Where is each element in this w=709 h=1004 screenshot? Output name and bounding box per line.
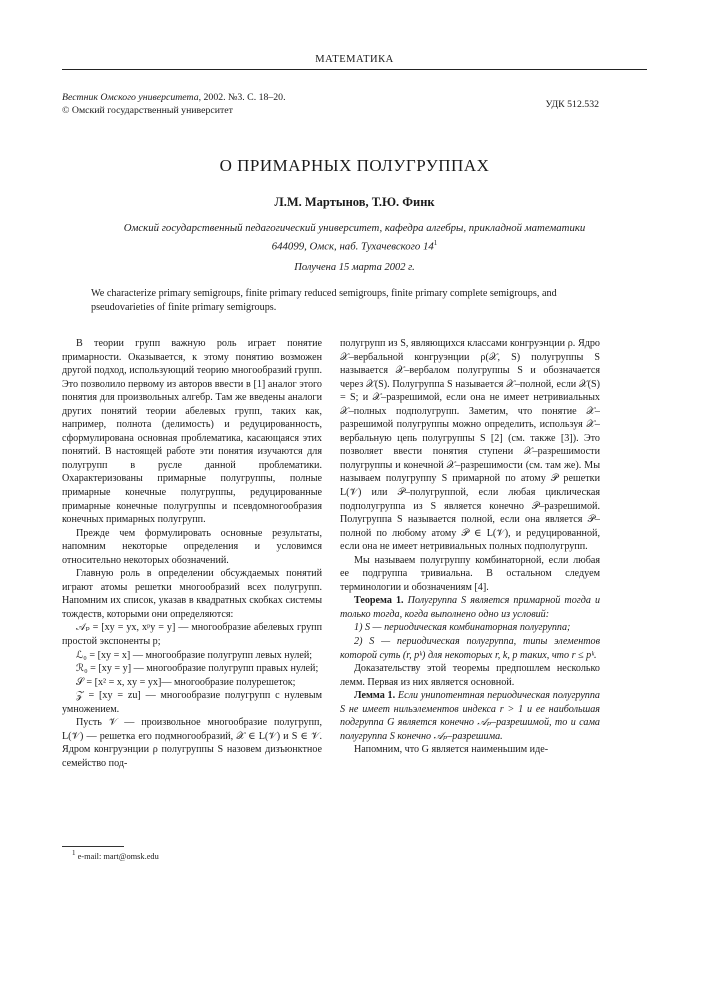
journal-issue: , 2002. №3. С. 18–20. bbox=[198, 92, 286, 103]
affiliation-line-2: 644099, Омск, наб. Тухачевского 14 bbox=[271, 240, 434, 253]
right-column bbox=[340, 337, 600, 757]
theorem-label: Теорема 1. bbox=[354, 595, 404, 607]
theorem-text: Полугруппа S является примарной тогда и только тогда, когда выполнено одно из условий: bbox=[340, 595, 601, 620]
paper-title: О ПРИМАРНЫХ ПОЛУГРУППАХ bbox=[219, 156, 490, 175]
footnote-marker: 1 bbox=[433, 239, 438, 247]
lemma-1 bbox=[340, 689, 600, 743]
paragraph: Главную роль в определении обсуждаемых понятий играют атомы решетки многообразий всех полугрупп. Напомним их список, указав в квадратных скобках системы тождеств, которыми они определяются: bbox=[62, 568, 322, 620]
lemma-label: Лемма 1. bbox=[354, 690, 396, 702]
udk-code: УДК 512.532 bbox=[545, 99, 599, 110]
affiliation bbox=[40, 221, 669, 255]
paragraph: Прежде чем формулировать основные результаты, напомним некоторые определения и условимся относительно некоторых обозначений. bbox=[62, 527, 322, 566]
theorem-1 bbox=[340, 594, 600, 621]
paragraph: Напомним, что G является наименьшим иде- bbox=[354, 744, 549, 756]
paragraph: Пусть 𝒱 — произвольное многообразие полугрупп, L(𝒱) — решетка его подмногообразий, 𝒳 ∈ L(𝒱) и S ∈ 𝒱. Ядром конгруэнции ρ полугруппы S назовем дизъюнктное семейство под- bbox=[62, 717, 322, 769]
footnote-rule bbox=[62, 846, 124, 847]
paper-authors: Л.М. Мартынов, Т.Ю. Финк bbox=[274, 195, 435, 209]
paragraph: В теории групп важную роль играет понятие примарности. Оказывается, к этому понятию возможен другой подход, использующий теорию многообразий групп. Это позволило первому из авторов ввести в [1] аналог этого понятия для произвольных алгебр. Там же введены аналоги других понятий теории абелевых групп, таких как, например, полнота (делимость) и редуцированность, сформулирована основная проблематика, касающаяся этих понятий. В настоящей работе эти понятия изучаются для полугрупп в русле данной проблематики. Охарактеризованы примарные полугруппы, полные примарные конечные полугруппы, редуцированные примарные конечные полугруппы и псевдомногообразия конечных примарных полугрупп. bbox=[62, 338, 322, 526]
paragraph: Доказательству этой теоремы предпошлем несколько лемм. Первая из них является основной. bbox=[340, 663, 600, 688]
lemma-text: Если унипотентная периодическая полугруппа S не имеет нильэлементов индекса r > 1 и ее наибольшая подгруппа G является конечно 𝒜ₚ–разрешимой, то и сама полугруппа S конечно 𝒜ₚ–разрешима. bbox=[340, 690, 600, 742]
formula-line: ℒ₀ = [xy = x] — многообразие полугрупп левых нулей; bbox=[76, 649, 313, 661]
journal-info bbox=[62, 91, 286, 117]
footnote-number: 1 bbox=[72, 849, 76, 857]
formula-line: 𝒜ₚ = [xy = yx, xᵖy = y] — многообразие абелевых групп простой экспоненты p; bbox=[62, 622, 322, 648]
header-rule bbox=[62, 69, 647, 70]
formula-line: 𝒵 = [xy = zu] — многообразие полугрупп с нулевым умножением. bbox=[62, 690, 322, 715]
footnote-text: e-mail: mart@omsk.edu bbox=[77, 851, 159, 861]
footnote bbox=[72, 849, 159, 861]
running-header: МАТЕМАТИКА bbox=[315, 54, 394, 65]
theorem-condition: 1) S — периодическая комбинаторная полугруппа; bbox=[354, 622, 571, 634]
theorem-condition: 2) S — периодическая полугруппа, типы элементов которой суть (r, pᵏ) для некоторых r, k, p таких, что r ≤ pᵏ. bbox=[340, 636, 600, 661]
received-date: Получена 15 марта 2002 г. bbox=[294, 262, 415, 273]
left-column bbox=[62, 337, 322, 771]
copyright-line: © Омский государственный университет bbox=[62, 105, 233, 116]
paragraph: полугрупп из S, являющихся классами конгруэнции ρ. Ядро 𝒳–вербальной конгруэнции ρ(𝒳, S) полугруппы S называется 𝒳–вербалом полугруппы S и обозначается через 𝒳(S). Полугруппа S называется 𝒳–полной, если 𝒳(S) = S; и 𝒳–разрешимой, если она не имеет нетривиальных 𝒳–полных подполугрупп. Заметим, что понятие 𝒳–разрешимой полугруппы можно определить, используя 𝒳–вербальную цепь полугруппы S [2] (см. также [3]). Это позволяет ввести понятия ступени 𝒳–разрешимости полугруппы и конечной 𝒳–разрешимости (см. там же). Мы называем полугруппу S примарной по атому 𝒫 решетки L(𝒱) или 𝒫–полугруппой, если любая циклическая подполугруппа из S является конечно 𝒫–разрешимой. Полугруппа S называется полной, если она является 𝒫–полной по любому атому 𝒫 ∈ L(𝒱), и редуцированной, если она не имеет нетривиальных полных подполугрупп. bbox=[340, 338, 600, 553]
abstract: We characterize primary semigroups, finite primary reduced semigroups, finite primary complete semigroups, and pseudovarieties of finite primary semigroups. bbox=[91, 288, 557, 313]
formula-line: ℛ₀ = [xy = y] — многообразие полугрупп правых нулей; bbox=[76, 663, 319, 675]
journal-name: Вестник Омского университета bbox=[62, 92, 199, 103]
paragraph: Мы называем полугруппу комбинаторной, если любая ее подгруппа тривиальна. В остальном следуем терминологии и обозначениям [4]. bbox=[340, 554, 600, 593]
formula-line: 𝒮 = [x² = x, xy = yx]— многообразие полурешеток; bbox=[76, 676, 296, 688]
affiliation-line-1: Омский государственный педагогический университет, кафедра алгебры, прикладной математики bbox=[123, 222, 586, 234]
